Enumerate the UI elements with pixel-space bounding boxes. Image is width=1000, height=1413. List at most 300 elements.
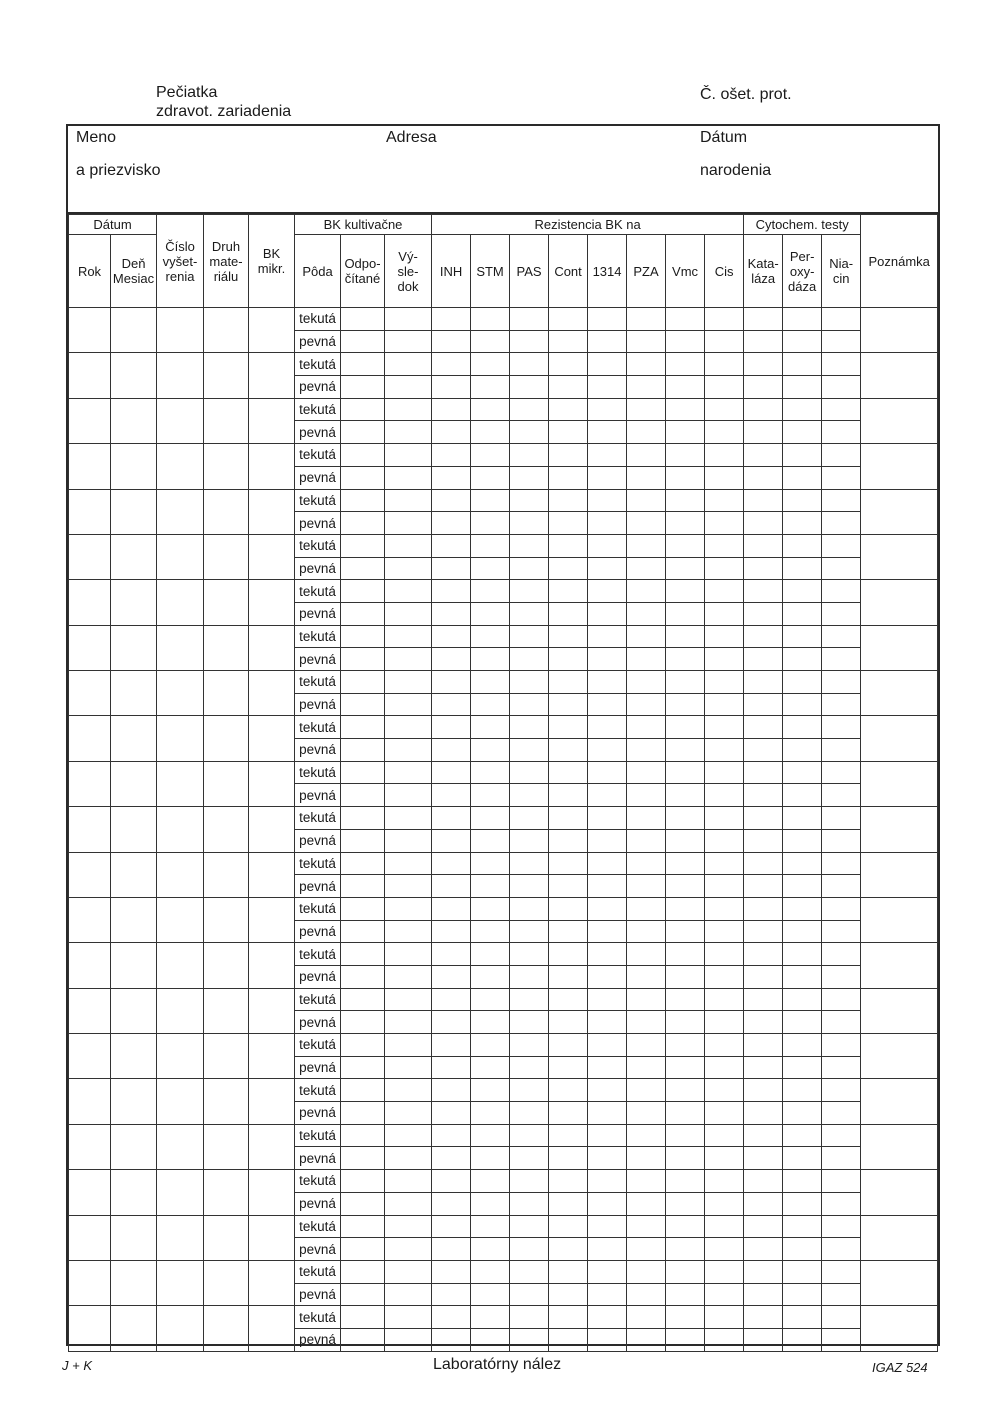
cell-vmc[interactable] — [666, 648, 705, 671]
cell-1314[interactable] — [588, 625, 627, 648]
cell-pas[interactable] — [510, 920, 549, 943]
cell-vmc[interactable] — [666, 534, 705, 557]
cell-inh[interactable] — [432, 580, 471, 603]
cell-pza[interactable] — [627, 602, 666, 625]
cell-pza[interactable] — [627, 489, 666, 512]
cell-material[interactable] — [204, 353, 249, 398]
cell-1314[interactable] — [588, 1215, 627, 1238]
cell-catalase[interactable] — [744, 671, 783, 694]
cell-pas[interactable] — [510, 671, 549, 694]
cell-inh[interactable] — [432, 398, 471, 421]
cell-catalase[interactable] — [744, 739, 783, 762]
cell-inh[interactable] — [432, 353, 471, 376]
cell-1314[interactable] — [588, 897, 627, 920]
cell-result[interactable] — [385, 466, 432, 489]
cell-result[interactable] — [385, 534, 432, 557]
cell-note[interactable] — [861, 580, 938, 625]
cell-niacin[interactable] — [822, 693, 861, 716]
cell-peroxidase[interactable] — [783, 693, 822, 716]
cell-bk-micro[interactable] — [249, 534, 295, 579]
cell-catalase[interactable] — [744, 1102, 783, 1125]
cell-catalase[interactable] — [744, 625, 783, 648]
cell-peroxidase[interactable] — [783, 1238, 822, 1261]
cell-exam-number[interactable] — [157, 444, 204, 489]
cell-catalase[interactable] — [744, 557, 783, 580]
cell-cont[interactable] — [549, 1283, 588, 1306]
cell-note[interactable] — [861, 1260, 938, 1305]
cell-catalase[interactable] — [744, 353, 783, 376]
cell-inh[interactable] — [432, 1147, 471, 1170]
cell-bk-micro[interactable] — [249, 671, 295, 716]
cell-result[interactable] — [385, 1124, 432, 1147]
cell-read[interactable] — [341, 376, 385, 399]
cell-cont[interactable] — [549, 1215, 588, 1238]
cell-stm[interactable] — [471, 1192, 510, 1215]
cell-cont[interactable] — [549, 1328, 588, 1351]
cell-peroxidase[interactable] — [783, 444, 822, 467]
cell-catalase[interactable] — [744, 943, 783, 966]
cell-cont[interactable] — [549, 739, 588, 762]
cell-cont[interactable] — [549, 897, 588, 920]
cell-year[interactable] — [69, 580, 111, 625]
cell-vmc[interactable] — [666, 1238, 705, 1261]
cell-peroxidase[interactable] — [783, 1170, 822, 1193]
cell-pas[interactable] — [510, 716, 549, 739]
cell-pas[interactable] — [510, 1283, 549, 1306]
cell-vmc[interactable] — [666, 1124, 705, 1147]
cell-pza[interactable] — [627, 1124, 666, 1147]
cell-vmc[interactable] — [666, 943, 705, 966]
cell-1314[interactable] — [588, 648, 627, 671]
cell-stm[interactable] — [471, 875, 510, 898]
cell-stm[interactable] — [471, 1147, 510, 1170]
cell-year[interactable] — [69, 444, 111, 489]
cell-inh[interactable] — [432, 602, 471, 625]
cell-cont[interactable] — [549, 421, 588, 444]
cell-stm[interactable] — [471, 1124, 510, 1147]
cell-year[interactable] — [69, 1124, 111, 1169]
cell-catalase[interactable] — [744, 693, 783, 716]
cell-catalase[interactable] — [744, 829, 783, 852]
cell-catalase[interactable] — [744, 1124, 783, 1147]
cell-result[interactable] — [385, 557, 432, 580]
cell-day-month[interactable] — [111, 489, 157, 534]
cell-exam-number[interactable] — [157, 1079, 204, 1124]
cell-exam-number[interactable] — [157, 1260, 204, 1305]
cell-pza[interactable] — [627, 512, 666, 535]
cell-result[interactable] — [385, 988, 432, 1011]
cell-1314[interactable] — [588, 466, 627, 489]
cell-day-month[interactable] — [111, 580, 157, 625]
cell-peroxidase[interactable] — [783, 308, 822, 331]
cell-pas[interactable] — [510, 580, 549, 603]
cell-day-month[interactable] — [111, 988, 157, 1033]
cell-niacin[interactable] — [822, 761, 861, 784]
cell-stm[interactable] — [471, 852, 510, 875]
cell-peroxidase[interactable] — [783, 1147, 822, 1170]
cell-exam-number[interactable] — [157, 625, 204, 670]
cell-stm[interactable] — [471, 897, 510, 920]
cell-note[interactable] — [861, 625, 938, 670]
cell-vmc[interactable] — [666, 920, 705, 943]
cell-catalase[interactable] — [744, 1238, 783, 1261]
cell-pza[interactable] — [627, 1238, 666, 1261]
cell-inh[interactable] — [432, 557, 471, 580]
cell-read[interactable] — [341, 671, 385, 694]
cell-niacin[interactable] — [822, 1124, 861, 1147]
cell-inh[interactable] — [432, 1215, 471, 1238]
cell-material[interactable] — [204, 625, 249, 670]
cell-bk-micro[interactable] — [249, 1215, 295, 1260]
cell-note[interactable] — [861, 943, 938, 988]
cell-cont[interactable] — [549, 580, 588, 603]
cell-stm[interactable] — [471, 693, 510, 716]
cell-1314[interactable] — [588, 1170, 627, 1193]
cell-stm[interactable] — [471, 988, 510, 1011]
cell-bk-micro[interactable] — [249, 353, 295, 398]
cell-cont[interactable] — [549, 1011, 588, 1034]
cell-note[interactable] — [861, 534, 938, 579]
cell-1314[interactable] — [588, 875, 627, 898]
cell-result[interactable] — [385, 1079, 432, 1102]
cell-pas[interactable] — [510, 353, 549, 376]
cell-bk-micro[interactable] — [249, 398, 295, 443]
cell-cis[interactable] — [705, 444, 744, 467]
cell-day-month[interactable] — [111, 444, 157, 489]
cell-niacin[interactable] — [822, 784, 861, 807]
cell-pas[interactable] — [510, 1102, 549, 1125]
cell-1314[interactable] — [588, 1147, 627, 1170]
cell-pas[interactable] — [510, 829, 549, 852]
cell-catalase[interactable] — [744, 784, 783, 807]
cell-inh[interactable] — [432, 1170, 471, 1193]
cell-day-month[interactable] — [111, 1034, 157, 1079]
cell-cont[interactable] — [549, 1124, 588, 1147]
cell-1314[interactable] — [588, 1079, 627, 1102]
cell-1314[interactable] — [588, 1260, 627, 1283]
cell-stm[interactable] — [471, 943, 510, 966]
cell-vmc[interactable] — [666, 557, 705, 580]
cell-cis[interactable] — [705, 1306, 744, 1329]
cell-vmc[interactable] — [666, 625, 705, 648]
cell-catalase[interactable] — [744, 1328, 783, 1351]
cell-cont[interactable] — [549, 784, 588, 807]
cell-material[interactable] — [204, 1170, 249, 1215]
cell-stm[interactable] — [471, 784, 510, 807]
cell-cont[interactable] — [549, 353, 588, 376]
cell-peroxidase[interactable] — [783, 1192, 822, 1215]
cell-cis[interactable] — [705, 602, 744, 625]
cell-niacin[interactable] — [822, 398, 861, 421]
cell-inh[interactable] — [432, 829, 471, 852]
cell-bk-micro[interactable] — [249, 1079, 295, 1124]
cell-day-month[interactable] — [111, 1215, 157, 1260]
cell-cont[interactable] — [549, 943, 588, 966]
cell-day-month[interactable] — [111, 671, 157, 716]
cell-pas[interactable] — [510, 1056, 549, 1079]
cell-catalase[interactable] — [744, 1215, 783, 1238]
cell-material[interactable] — [204, 1079, 249, 1124]
cell-catalase[interactable] — [744, 920, 783, 943]
cell-1314[interactable] — [588, 1192, 627, 1215]
cell-cont[interactable] — [549, 1079, 588, 1102]
cell-day-month[interactable] — [111, 534, 157, 579]
cell-cis[interactable] — [705, 330, 744, 353]
cell-pas[interactable] — [510, 1079, 549, 1102]
cell-cont[interactable] — [549, 512, 588, 535]
cell-cis[interactable] — [705, 1011, 744, 1034]
cell-cis[interactable] — [705, 807, 744, 830]
cell-niacin[interactable] — [822, 1034, 861, 1057]
cell-vmc[interactable] — [666, 716, 705, 739]
cell-cis[interactable] — [705, 421, 744, 444]
cell-pas[interactable] — [510, 1124, 549, 1147]
cell-pza[interactable] — [627, 580, 666, 603]
cell-pza[interactable] — [627, 965, 666, 988]
cell-stm[interactable] — [471, 1079, 510, 1102]
cell-result[interactable] — [385, 602, 432, 625]
cell-result[interactable] — [385, 1283, 432, 1306]
cell-year[interactable] — [69, 897, 111, 942]
cell-inh[interactable] — [432, 444, 471, 467]
cell-stm[interactable] — [471, 1011, 510, 1034]
cell-bk-micro[interactable] — [249, 625, 295, 670]
cell-niacin[interactable] — [822, 1011, 861, 1034]
cell-material[interactable] — [204, 1260, 249, 1305]
cell-cis[interactable] — [705, 466, 744, 489]
cell-catalase[interactable] — [744, 330, 783, 353]
cell-stm[interactable] — [471, 625, 510, 648]
cell-cont[interactable] — [549, 1260, 588, 1283]
cell-year[interactable] — [69, 489, 111, 534]
cell-day-month[interactable] — [111, 807, 157, 852]
cell-result[interactable] — [385, 1102, 432, 1125]
cell-bk-micro[interactable] — [249, 1306, 295, 1351]
cell-niacin[interactable] — [822, 1283, 861, 1306]
cell-catalase[interactable] — [744, 308, 783, 331]
cell-vmc[interactable] — [666, 398, 705, 421]
cell-result[interactable] — [385, 1328, 432, 1351]
cell-exam-number[interactable] — [157, 988, 204, 1033]
cell-pas[interactable] — [510, 1328, 549, 1351]
cell-read[interactable] — [341, 1283, 385, 1306]
cell-vmc[interactable] — [666, 353, 705, 376]
cell-stm[interactable] — [471, 965, 510, 988]
cell-exam-number[interactable] — [157, 534, 204, 579]
cell-stm[interactable] — [471, 1306, 510, 1329]
cell-read[interactable] — [341, 739, 385, 762]
cell-cis[interactable] — [705, 1034, 744, 1057]
cell-inh[interactable] — [432, 421, 471, 444]
cell-vmc[interactable] — [666, 897, 705, 920]
cell-1314[interactable] — [588, 512, 627, 535]
cell-niacin[interactable] — [822, 466, 861, 489]
cell-year[interactable] — [69, 534, 111, 579]
cell-year[interactable] — [69, 671, 111, 716]
cell-pza[interactable] — [627, 1147, 666, 1170]
cell-exam-number[interactable] — [157, 398, 204, 443]
cell-1314[interactable] — [588, 557, 627, 580]
cell-niacin[interactable] — [822, 988, 861, 1011]
cell-vmc[interactable] — [666, 784, 705, 807]
cell-niacin[interactable] — [822, 444, 861, 467]
cell-1314[interactable] — [588, 829, 627, 852]
cell-bk-micro[interactable] — [249, 1260, 295, 1305]
cell-cis[interactable] — [705, 648, 744, 671]
cell-note[interactable] — [861, 308, 938, 353]
cell-year[interactable] — [69, 716, 111, 761]
cell-peroxidase[interactable] — [783, 512, 822, 535]
cell-material[interactable] — [204, 489, 249, 534]
cell-result[interactable] — [385, 376, 432, 399]
cell-stm[interactable] — [471, 308, 510, 331]
cell-day-month[interactable] — [111, 897, 157, 942]
cell-1314[interactable] — [588, 1124, 627, 1147]
cell-result[interactable] — [385, 489, 432, 512]
cell-cont[interactable] — [549, 807, 588, 830]
cell-exam-number[interactable] — [157, 671, 204, 716]
cell-niacin[interactable] — [822, 716, 861, 739]
cell-cis[interactable] — [705, 988, 744, 1011]
cell-cis[interactable] — [705, 693, 744, 716]
cell-inh[interactable] — [432, 693, 471, 716]
cell-pza[interactable] — [627, 1102, 666, 1125]
cell-inh[interactable] — [432, 1102, 471, 1125]
cell-niacin[interactable] — [822, 875, 861, 898]
cell-result[interactable] — [385, 897, 432, 920]
cell-vmc[interactable] — [666, 1056, 705, 1079]
cell-inh[interactable] — [432, 761, 471, 784]
cell-cont[interactable] — [549, 852, 588, 875]
cell-stm[interactable] — [471, 671, 510, 694]
cell-pza[interactable] — [627, 421, 666, 444]
cell-1314[interactable] — [588, 1283, 627, 1306]
cell-exam-number[interactable] — [157, 897, 204, 942]
cell-niacin[interactable] — [822, 943, 861, 966]
cell-1314[interactable] — [588, 943, 627, 966]
cell-inh[interactable] — [432, 1124, 471, 1147]
cell-day-month[interactable] — [111, 1079, 157, 1124]
cell-1314[interactable] — [588, 1328, 627, 1351]
cell-pas[interactable] — [510, 398, 549, 421]
cell-1314[interactable] — [588, 852, 627, 875]
cell-niacin[interactable] — [822, 648, 861, 671]
cell-read[interactable] — [341, 512, 385, 535]
cell-year[interactable] — [69, 852, 111, 897]
cell-pas[interactable] — [510, 421, 549, 444]
cell-niacin[interactable] — [822, 1192, 861, 1215]
cell-pza[interactable] — [627, 920, 666, 943]
cell-exam-number[interactable] — [157, 943, 204, 988]
cell-bk-micro[interactable] — [249, 943, 295, 988]
cell-read[interactable] — [341, 784, 385, 807]
cell-year[interactable] — [69, 988, 111, 1033]
cell-read[interactable] — [341, 1328, 385, 1351]
cell-inh[interactable] — [432, 852, 471, 875]
cell-pas[interactable] — [510, 1170, 549, 1193]
cell-result[interactable] — [385, 580, 432, 603]
cell-pas[interactable] — [510, 512, 549, 535]
cell-day-month[interactable] — [111, 1124, 157, 1169]
cell-material[interactable] — [204, 761, 249, 806]
cell-peroxidase[interactable] — [783, 353, 822, 376]
cell-niacin[interactable] — [822, 897, 861, 920]
cell-day-month[interactable] — [111, 852, 157, 897]
cell-material[interactable] — [204, 398, 249, 443]
cell-note[interactable] — [861, 444, 938, 489]
cell-1314[interactable] — [588, 671, 627, 694]
cell-pza[interactable] — [627, 308, 666, 331]
cell-bk-micro[interactable] — [249, 1124, 295, 1169]
cell-cont[interactable] — [549, 1034, 588, 1057]
cell-material[interactable] — [204, 580, 249, 625]
cell-niacin[interactable] — [822, 852, 861, 875]
cell-cont[interactable] — [549, 1238, 588, 1261]
cell-1314[interactable] — [588, 739, 627, 762]
cell-year[interactable] — [69, 353, 111, 398]
cell-day-month[interactable] — [111, 943, 157, 988]
cell-catalase[interactable] — [744, 716, 783, 739]
cell-cont[interactable] — [549, 693, 588, 716]
cell-stm[interactable] — [471, 1034, 510, 1057]
cell-stm[interactable] — [471, 330, 510, 353]
cell-read[interactable] — [341, 466, 385, 489]
cell-note[interactable] — [861, 1124, 938, 1169]
cell-niacin[interactable] — [822, 353, 861, 376]
cell-1314[interactable] — [588, 421, 627, 444]
cell-pza[interactable] — [627, 534, 666, 557]
cell-inh[interactable] — [432, 512, 471, 535]
cell-niacin[interactable] — [822, 965, 861, 988]
cell-pza[interactable] — [627, 376, 666, 399]
cell-inh[interactable] — [432, 1283, 471, 1306]
cell-year[interactable] — [69, 1079, 111, 1124]
cell-vmc[interactable] — [666, 739, 705, 762]
cell-vmc[interactable] — [666, 1011, 705, 1034]
cell-vmc[interactable] — [666, 1102, 705, 1125]
cell-pas[interactable] — [510, 988, 549, 1011]
cell-inh[interactable] — [432, 1238, 471, 1261]
cell-peroxidase[interactable] — [783, 398, 822, 421]
cell-niacin[interactable] — [822, 330, 861, 353]
cell-peroxidase[interactable] — [783, 1328, 822, 1351]
cell-inh[interactable] — [432, 920, 471, 943]
cell-niacin[interactable] — [822, 580, 861, 603]
cell-note[interactable] — [861, 1170, 938, 1215]
cell-cis[interactable] — [705, 534, 744, 557]
cell-year[interactable] — [69, 1306, 111, 1351]
cell-peroxidase[interactable] — [783, 1124, 822, 1147]
cell-day-month[interactable] — [111, 398, 157, 443]
cell-pas[interactable] — [510, 602, 549, 625]
cell-niacin[interactable] — [822, 920, 861, 943]
cell-result[interactable] — [385, 444, 432, 467]
cell-inh[interactable] — [432, 1328, 471, 1351]
cell-catalase[interactable] — [744, 1011, 783, 1034]
cell-stm[interactable] — [471, 1170, 510, 1193]
cell-cis[interactable] — [705, 1192, 744, 1215]
cell-vmc[interactable] — [666, 829, 705, 852]
cell-niacin[interactable] — [822, 421, 861, 444]
cell-result[interactable] — [385, 965, 432, 988]
cell-peroxidase[interactable] — [783, 965, 822, 988]
cell-result[interactable] — [385, 308, 432, 331]
cell-read[interactable] — [341, 693, 385, 716]
cell-inh[interactable] — [432, 1011, 471, 1034]
cell-cont[interactable] — [549, 489, 588, 512]
cell-cont[interactable] — [549, 1147, 588, 1170]
cell-cis[interactable] — [705, 398, 744, 421]
